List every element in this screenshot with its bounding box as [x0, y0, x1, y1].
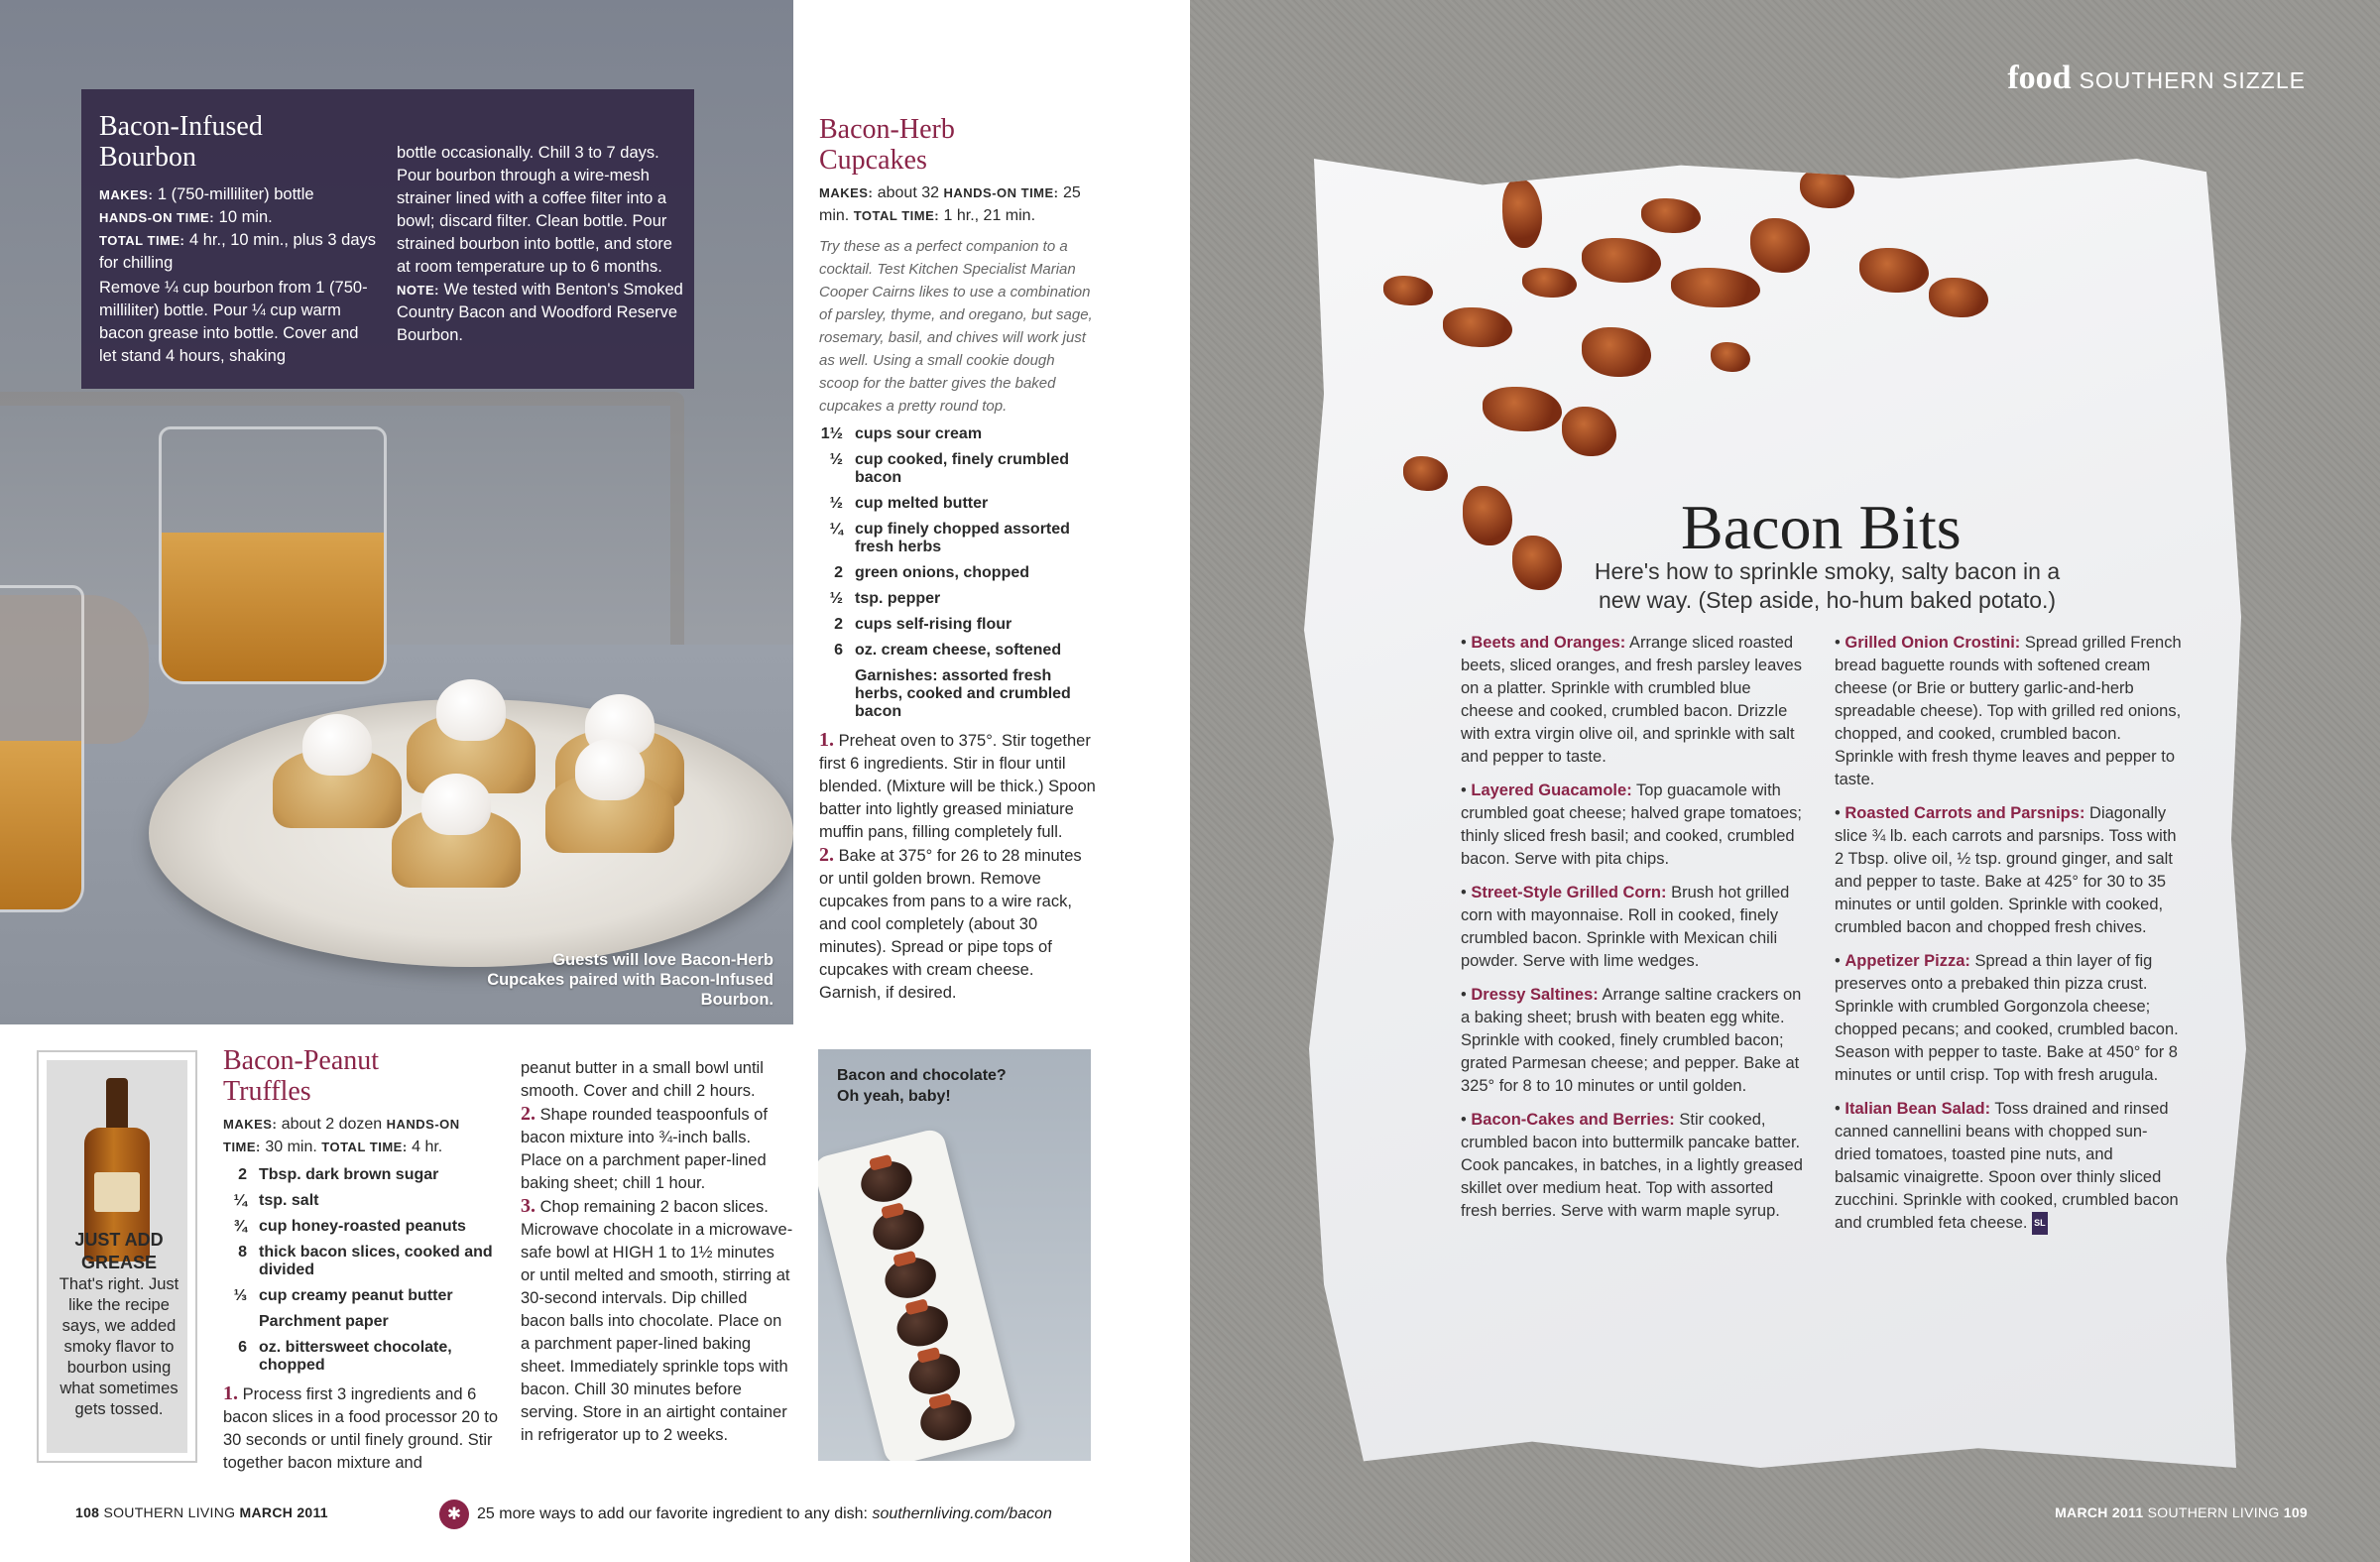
ingredient-row: [223, 1192, 501, 1210]
ingredient-quantity: ¾: [233, 1218, 247, 1235]
ingredient-quantity: ½: [829, 451, 843, 468]
ingredient-quantity: 8: [238, 1244, 247, 1261]
magazine-name: SOUTHERN LIVING: [2147, 1504, 2280, 1520]
bacon-crumble: [1750, 218, 1810, 273]
web-promo: [439, 1500, 1052, 1529]
tips-column-left: [1461, 632, 1808, 1234]
ingredient-text: Tbsp. dark brown sugar: [259, 1166, 439, 1183]
ingredient-quantity: ¼: [233, 1192, 247, 1209]
bourbon-recipe-box: [81, 89, 694, 389]
ingredient-row: [819, 521, 1097, 556]
total-label: TOTAL TIME:: [99, 233, 185, 248]
bourbon-makes: 1 (750-milliliter) bottle: [157, 185, 314, 203]
cupcakes-makes: about 32: [877, 184, 940, 201]
step-number: 3.: [521, 1195, 536, 1217]
ingredient-row: [223, 1339, 501, 1375]
bullet-icon: •: [1835, 1100, 1845, 1118]
truffles-title: Bacon-Peanut Truffles: [223, 1045, 380, 1107]
tip-item: [1835, 950, 2182, 1087]
ingredient-row: [223, 1287, 501, 1305]
bourbon-title: Bacon-Infused Bourbon: [99, 111, 263, 173]
bourbon-hands-on: 10 min.: [218, 208, 273, 226]
chocolate-truffles-photo: [818, 1049, 1091, 1461]
ingredient-text: thick bacon slices, cooked and divided: [259, 1244, 493, 1278]
ingredient-text: cup creamy peanut butter: [259, 1287, 453, 1304]
tip-name: Appetizer Pizza:: [1844, 952, 1970, 970]
tip-text: Diagonally slice ¾ lb. each carrots and parsnips. Toss with 2 Tbsp. olive oil, ½ tsp. ground ginger, and salt and pepper to taste. Bake at 425° for 30 to 35 minutes or until golden. Sprinkle with cooked, crumbled bacon and chopped fresh chives.: [1835, 804, 2177, 936]
makes-label: MAKES:: [99, 187, 154, 202]
cupcakes-steps: [819, 729, 1097, 1005]
ingredient-quantity: 6: [238, 1339, 247, 1356]
tip-name: Beets and Oranges:: [1471, 634, 1626, 652]
ingredient-row: [819, 425, 1097, 443]
bacon-crumble: [1562, 407, 1616, 456]
tip-text: Spread a thin layer of fig preserves onto a prebaked thin pizza crust. Sprinkle with crumbled Gorgonzola cheese; chopped pecans; and cooked, crumbled bacon. Season with pepper to taste. Bake at 450° for 8 minutes or until crisp. Top with fresh arugula.: [1835, 952, 2179, 1084]
web-promo-text: 25 more ways to add our favorite ingredient to any dish:: [477, 1505, 868, 1522]
total-label: TOTAL TIME:: [321, 1140, 408, 1154]
bacon-crumble: [1522, 268, 1577, 298]
tip-item: [1835, 632, 2182, 791]
bullet-icon: •: [1461, 986, 1472, 1004]
tip-text: Arrange sliced roasted beets, sliced oranges, and fresh parsley leaves on a platter. Sprinkle with crumbled blue cheese and cooked, crumbled bacon. Drizzle with extra virgin olive oil, and sprinkle with salt and pepper to taste.: [1461, 634, 1802, 766]
sidebar-heading: JUST ADD GREASE: [74, 1230, 164, 1272]
hands-on-label: HANDS-ON TIME:: [223, 1117, 460, 1154]
tip-text: Spread grilled French bread baguette rounds with softened cream cheese (or Brie or buttery garlic-and-herb spreadable cheese). Top with grilled red onions, chopped, and cooked, crumbled bacon. Sprinkle with fresh thyme leaves and pepper to taste.: [1835, 634, 2182, 788]
tip-name: Dressy Saltines:: [1471, 986, 1599, 1004]
chocolate-caption: Bacon and chocolate? Oh yeah, baby!: [837, 1067, 1007, 1105]
bacon-crumble: [1582, 327, 1651, 377]
bourbon-col-2: [397, 142, 684, 347]
ingredient-quantity: 6: [834, 642, 843, 659]
step-number: 2.: [819, 844, 834, 866]
right-page: [1190, 0, 2380, 1562]
bacon-crumble: [1512, 536, 1562, 590]
bacon-crumble: [1641, 198, 1701, 233]
bacon-crumble: [1463, 486, 1512, 545]
tip-name: Layered Guacamole:: [1471, 781, 1632, 799]
ingredient-row: [223, 1218, 501, 1236]
cupcakes-ingredients: [819, 425, 1097, 721]
ingredient-quantity: ½: [829, 495, 843, 512]
truffles-recipe: [223, 1045, 501, 1475]
bacon-crumble: [1929, 278, 1988, 317]
page-number: 109: [2283, 1504, 2308, 1520]
ingredient-text: Parchment paper: [259, 1313, 389, 1330]
page-footer-left: [75, 1504, 328, 1520]
ingredient-quantity: 2: [834, 564, 843, 581]
photo-caption: Guests will love Bacon-Herb Cupcakes paired with Bacon-Infused Bourbon.: [487, 951, 774, 1009]
step-number: 2.: [521, 1103, 536, 1125]
ingredient-row: [819, 642, 1097, 660]
bacon-crumble: [1859, 248, 1929, 293]
truffles-step-3: Chop remaining 2 bacon slices. Microwave chocolate in a microwave-safe bowl at HIGH 1 to 1½ minutes or until melted and smooth, stirring at 30-second intervals. Dip chilled bacon balls into chocolate. Place on a parchment paper-lined baking sheet. Immediately sprinkle tops with bacon. Chill 30 minutes before serving. Store in an airtight container in refrigerator up to 2 weeks.: [521, 1198, 793, 1444]
truffle: [857, 1156, 916, 1207]
truffles-total: 4 hr.: [412, 1139, 443, 1155]
bullet-icon: •: [1835, 804, 1845, 822]
tip-name: Street-Style Grilled Corn:: [1471, 884, 1667, 901]
ingredient-text: tsp. pepper: [855, 590, 941, 607]
cupcake: [273, 714, 402, 828]
cupcakes-intro: Try these as a perfect companion to a cocktail. Test Kitchen Specialist Marian Cooper Cairns likes to use a combination of parsley, thyme, and oregano, but sage, rosemary, basil, and chives will work just as well. Using a small cookie dough scoop for the batter gives the baked cupcakes a pretty round top.: [819, 238, 1093, 415]
bullet-icon: •: [1461, 634, 1472, 652]
bacon-crumble: [1443, 307, 1512, 347]
sl-end-mark: SL: [2032, 1212, 2048, 1235]
tips-column-right: [1835, 632, 2182, 1246]
step-number: 1.: [819, 729, 834, 751]
ingredient-row: [819, 495, 1097, 513]
ingredient-row: [819, 451, 1097, 487]
ingredient-text: tsp. salt: [259, 1192, 319, 1209]
makes-label: MAKES:: [223, 1117, 278, 1132]
hands-on-label: HANDS-ON TIME:: [943, 185, 1059, 200]
tip-name: Grilled Onion Crostini:: [1844, 634, 2021, 652]
web-link[interactable]: southernliving.com/bacon: [872, 1505, 1052, 1522]
tip-item: [1461, 632, 1808, 769]
truffles-step-1: Process first 3 ingredients and 6 bacon slices in a food processor 20 to 30 seconds or until finely ground. Stir together bacon mixture and: [223, 1385, 498, 1472]
sidebar-text: [47, 1229, 191, 1420]
cupcakes-title: Bacon-Herb Cupcakes: [819, 114, 955, 176]
bourbon-glass-2: [0, 585, 84, 912]
truffles-ingredients: [223, 1166, 501, 1375]
bullet-icon: •: [1461, 781, 1472, 799]
tip-name: Bacon-Cakes and Berries:: [1471, 1111, 1675, 1129]
cupcakes-hands-on: 25 min.: [819, 184, 1081, 224]
star-icon: ✱: [439, 1500, 469, 1529]
tip-item: [1461, 882, 1808, 973]
ingredient-quantity: 1½: [820, 425, 843, 442]
hands-on-label: HANDS-ON TIME:: [99, 210, 215, 225]
note-label: NOTE:: [397, 283, 439, 298]
bacon-crumble: [1800, 169, 1854, 208]
truffles-hands-on: 30 min.: [265, 1139, 317, 1155]
tip-text: Arrange saltine crackers on a baking sheet; brush with beaten egg white. Sprinkle with cooked, finely crumbled bacon; grated Parmesan cheese; and pepper. Bake at 325° for 8 to 10 minutes or until golden.: [1461, 986, 1802, 1095]
ingredient-row: [223, 1166, 501, 1184]
bourbon-col-1: [99, 183, 379, 368]
ingredient-quantity: [819, 667, 855, 721]
truffles-step-1-block: [223, 1382, 501, 1475]
truffle-tray: [818, 1127, 1018, 1461]
section-name: SOUTHERN SIZZLE: [2079, 67, 2306, 93]
bacon-crumble: [1582, 238, 1661, 283]
ingredient-text: oz. bittersweet chocolate, chopped: [259, 1339, 452, 1374]
ingredient-text: cups self-rising flour: [855, 616, 1012, 633]
cupcakes-step-1: Preheat oven to 375°. Stir together first 6 ingredients. Stir in flour until blended. (Mixture will be thick.) Spoon batter into lightly greased miniature muffin pans, filling completely full.: [819, 732, 1096, 841]
bullet-icon: •: [1835, 634, 1845, 652]
ingredient-quantity: 2: [238, 1166, 247, 1183]
tip-text: Stir cooked, crumbled bacon into buttermilk pancake batter. Cook pancakes, in batches, in a lightly greased skillet over medium heat. Top with assorted fresh berries. Serve with warm maple syrup.: [1461, 1111, 1803, 1220]
cupcakes-recipe: [819, 114, 1097, 1005]
ingredient-row: [223, 1313, 501, 1331]
tip-item: [1461, 984, 1808, 1098]
tip-item: [1835, 1098, 2182, 1235]
tip-item: [1835, 802, 2182, 939]
bourbon-body-1: Remove ¼ cup bourbon from 1 (750-milliliter) bottle. Pour ¼ cup warm bacon grease into bottle. Cover and let stand 4 hours, shaking: [99, 279, 368, 365]
bacon-crumble: [1711, 342, 1750, 372]
magazine-name: SOUTHERN LIVING: [103, 1504, 236, 1520]
article-title: Bacon Bits: [1681, 492, 1962, 562]
bacon-crumble: [1671, 268, 1760, 307]
ingredient-quantity: ⅓: [233, 1287, 247, 1304]
tip-item: [1461, 1109, 1808, 1223]
ingredient-quantity: ¼: [829, 521, 843, 538]
bourbon-bottle-sidebar: [37, 1050, 197, 1463]
ingredient-row: [819, 616, 1097, 634]
bullet-icon: •: [1461, 1111, 1472, 1129]
makes-label: MAKES:: [819, 185, 874, 200]
bacon-crumble: [1383, 276, 1433, 305]
ingredient-row: [819, 590, 1097, 608]
section-food: food: [2007, 60, 2072, 96]
truffle: [892, 1300, 952, 1351]
sidebar-body: That's right. Just like the recipe says, we added smoky flavor to bourbon using what sometimes gets tossed.: [59, 1275, 179, 1418]
ingredient-row: [819, 564, 1097, 582]
issue-date: MARCH 2011: [239, 1504, 328, 1520]
cupcakes-step-2: Bake at 375° for 26 to 28 minutes or until golden brown. Remove cupcakes from pans to a wire rack, and cool completely (about 30 minutes). Spread or pipe tops of cupcakes with cream cheese. Garnish, if desired.: [819, 847, 1082, 1002]
bourbon-note: We tested with Benton's Smoked Country Bacon and Woodford Reserve Bourbon.: [397, 281, 683, 344]
tip-text: Top guacamole with crumbled goat cheese; halved grape tomatoes; thinly sliced fresh basil; and cooked, crumbled bacon. Serve with pita chips.: [1461, 781, 1802, 868]
ingredient-quantity: 2: [834, 616, 843, 633]
truffles-step-1-cont: peanut butter in a small bowl until smooth. Cover and chill 2 hours.: [521, 1059, 764, 1100]
ingredient-quantity: [223, 1313, 259, 1331]
ingredient-text: cup melted butter: [855, 495, 989, 512]
ingredient-text: green onions, chopped: [855, 564, 1030, 581]
bourbon-total: 4 hr., 10 min., plus 3 days for chilling: [99, 231, 377, 272]
bacon-crumble: [1483, 387, 1562, 431]
section-header: [2007, 60, 2306, 97]
article-deck: Here's how to sprinkle smoky, salty bacon in a new way. (Step aside, ho-hum baked potato.): [1594, 558, 2061, 613]
truffle: [904, 1349, 964, 1399]
bourbon-glass: [159, 426, 387, 684]
truffles-recipe-continued: [521, 1057, 793, 1447]
ingredient-row: [223, 1244, 501, 1279]
truffles-step-2: Shape rounded teaspoonfuls of bacon mixture into ¾-inch balls. Place on a parchment paper-lined baking sheet; chill 1 hour.: [521, 1106, 768, 1192]
page-number: 108: [75, 1504, 100, 1520]
bacon-crumble: [1502, 179, 1542, 248]
tip-text: Brush hot grilled corn with mayonnaise. Roll in cooked, finely crumbled bacon. Sprinkle with Mexican chili powder. Serve with lime wedges.: [1461, 884, 1790, 970]
tip-text: Toss drained and rinsed canned cannellini beans with chopped sun-dried tomatoes, toasted pine nuts, and balsamic vinaigrette. Spoon over thinly sliced zucchini. Sprinkle with cooked, crumbled bacon and crumbled feta cheese.: [1835, 1100, 2179, 1232]
total-label: TOTAL TIME:: [853, 208, 940, 223]
cupcakes-total: 1 hr., 21 min.: [943, 207, 1036, 224]
cupcake: [392, 774, 521, 888]
ingredient-text: Garnishes: assorted fresh herbs, cooked and crumbled bacon: [855, 667, 1071, 720]
bullet-icon: •: [1461, 884, 1472, 901]
cupcake: [545, 739, 674, 853]
ingredient-text: cup finely chopped assorted fresh herbs: [855, 521, 1070, 555]
issue-date: MARCH 2011: [2055, 1504, 2144, 1520]
truffle: [916, 1394, 976, 1445]
truffle: [881, 1253, 940, 1303]
tip-item: [1461, 780, 1808, 871]
ingredient-quantity: ½: [829, 590, 843, 607]
ingredient-text: cup honey-roasted peanuts: [259, 1218, 466, 1235]
truffles-makes: about 2 dozen: [281, 1116, 383, 1133]
step-number: 1.: [223, 1382, 238, 1404]
truffles-meta: [223, 1113, 501, 1158]
bourbon-body-2: bottle occasionally. Chill 3 to 7 days. Pour bourbon through a wire-mesh strainer lined with a coffee filter into a bowl; discard filter. Clean bottle. Pour strained bourbon into bottle, and store at room temperature up to 6 months.: [397, 144, 672, 276]
tip-name: Roasted Carrots and Parsnips:: [1844, 804, 2085, 822]
bacon-crumble: [1403, 456, 1448, 491]
truffle: [869, 1204, 928, 1255]
bullet-icon: •: [1835, 952, 1845, 970]
tip-name: Italian Bean Salad:: [1844, 1100, 1991, 1118]
ingredient-text: cups sour cream: [855, 425, 983, 442]
page-footer-right: [2055, 1504, 2308, 1520]
ingredient-text: oz. cream cheese, softened: [855, 642, 1062, 659]
ingredient-text: cup cooked, finely crumbled bacon: [855, 451, 1070, 486]
cupcakes-meta: [819, 181, 1097, 227]
ingredient-row: [819, 667, 1097, 721]
